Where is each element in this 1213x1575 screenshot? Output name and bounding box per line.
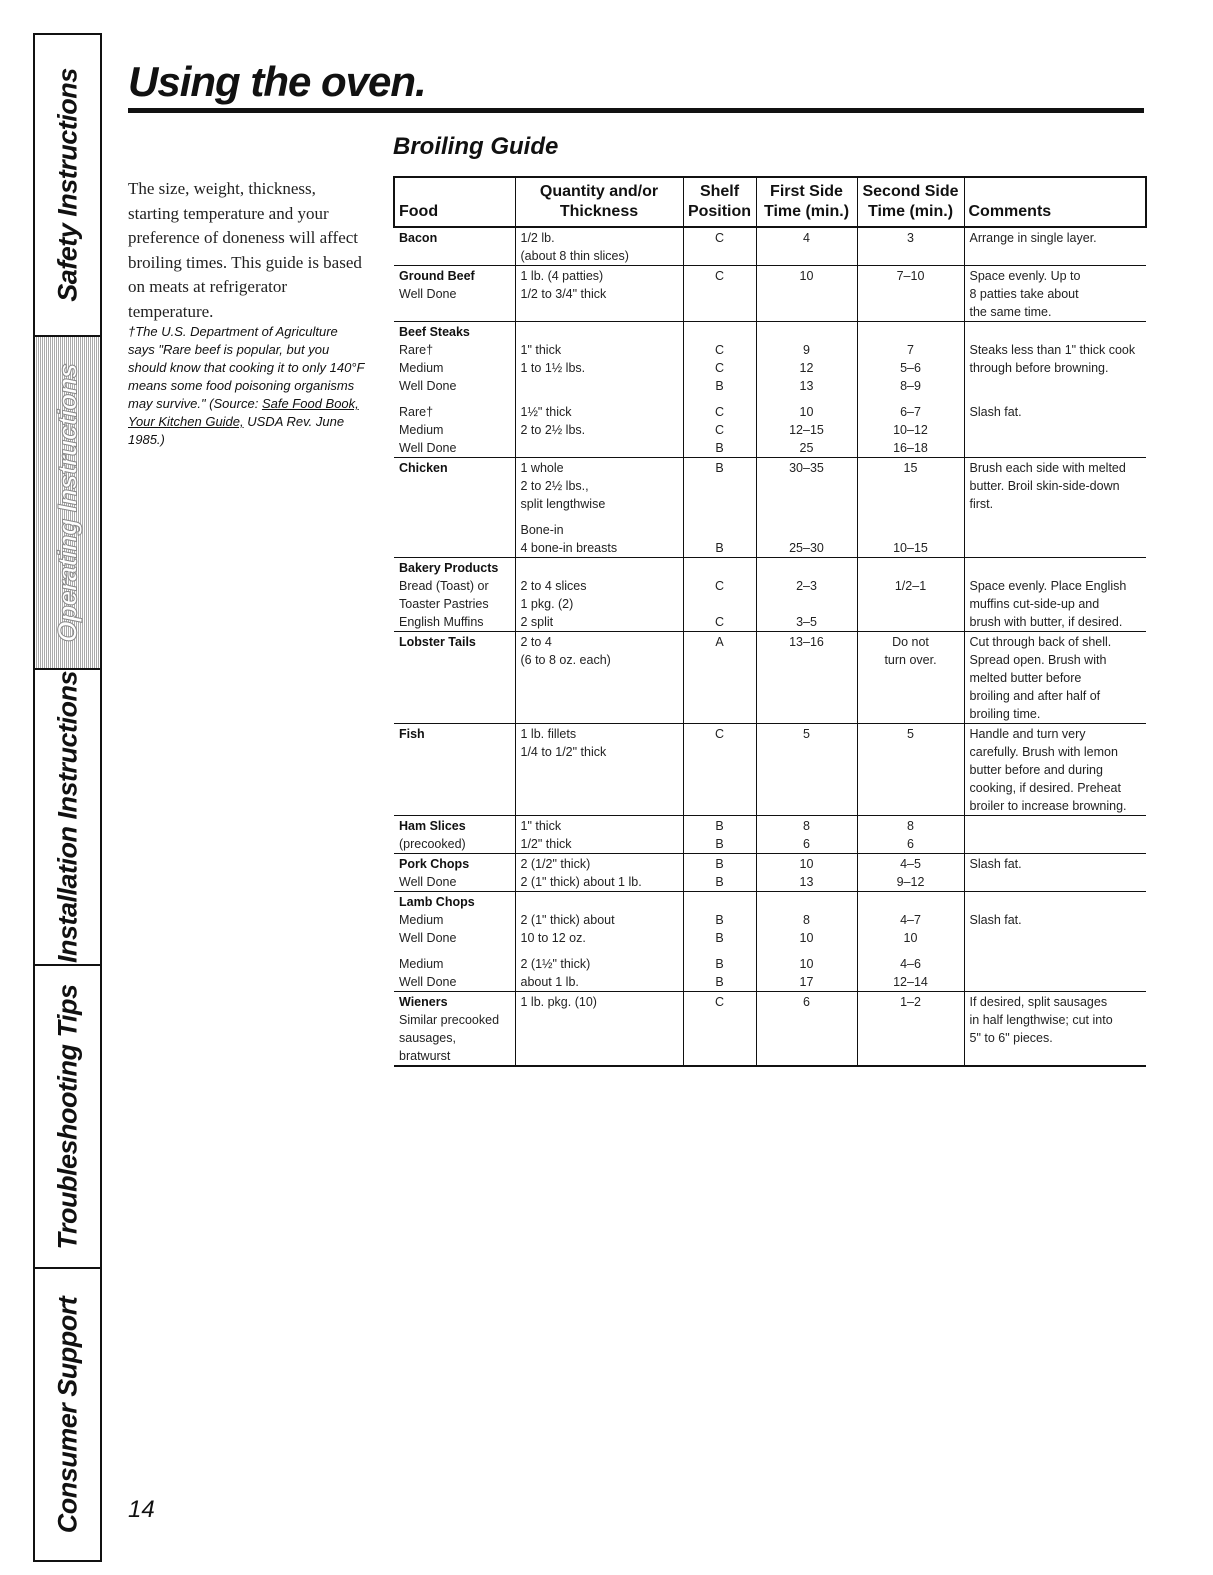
table-row: Fish 1 lb. fillets 1/4 to 1/2" thick C 5 5 Handle and turn very carefully. Brush with lemon butter before and during cooking, if desired. Preheat broiler to increase browning.	[394, 724, 1146, 816]
header-shelf: Shelf Position	[683, 177, 756, 227]
section-title: Broiling Guide	[393, 133, 559, 160]
tab-troubleshooting-tips[interactable]	[35, 966, 100, 1269]
header-food: Food	[394, 177, 515, 227]
header-first-side: First Side Time (min.)	[756, 177, 857, 227]
page-number: 14	[128, 1496, 155, 1523]
tab-label: Safety Instructions	[52, 68, 82, 302]
header-quantity: Quantity and/or Thickness	[515, 177, 683, 227]
food-name: Fish	[399, 727, 425, 741]
food-name: Wieners	[399, 995, 448, 1009]
food-name: Lamb Chops	[399, 895, 475, 909]
table-row: Chicken 1 whole 2 to 2½ lbs., split lengthwise Bone-in 4 bone-in breasts B B 30–35 25–30 15 10–15 Brush each side with melted butter. Broil skin-side-down first.	[394, 458, 1146, 558]
food-name: Ham Slices	[399, 819, 466, 833]
food-name: Pork Chops	[399, 857, 470, 871]
tab-label: Operating Instructions	[52, 363, 82, 642]
food-name: Lobster Tails	[399, 635, 476, 649]
table-row: Wieners Similar precooked sausages, bratwurst 1 lb. pkg. (10) C 6 1–2 If desired, split sausages in half lengthwise; cut into 5" to 6" pieces.	[394, 992, 1146, 1067]
title-divider	[128, 108, 1144, 113]
footnote-source: Safe Food Book, Your Kitchen Guide,	[128, 396, 359, 429]
tab-label: Installation Instructions	[52, 670, 82, 964]
tab-operating-instructions[interactable]	[35, 337, 100, 670]
table-row: Lamb Chops Medium Well Done Medium Well Done 2 (1" thick) about 10 to 12 oz. 2 (1½" thick) about 1 lb. B B B B 8 10 10 17 4–7 10 4–6 12–14 Slash fat.	[394, 892, 1146, 992]
food-name: Bakery Products	[399, 561, 499, 575]
food-name: Beef Steaks	[399, 325, 470, 339]
footnote-text: †The U.S. Department of Agriculture says "Rare beef is popular, but you should know that cooking it to only 140°F means some food poisoning organisms may survive." (Source:	[128, 324, 365, 411]
table-row: Beef Steaks Rare† Medium Well Done Rare† Medium Well Done 1" thick 1 to 1½ lbs. 1½" thick 2 to 2½ lbs. C C B C C B 9 12 13 10 12–15 25 7 5–6 8–9 6–7 10–12 16–18 Steaks less than 1" thick cook through before browning. Slash fat.	[394, 322, 1146, 458]
table-row: Pork Chops Well Done 2 (1/2" thick) 2 (1" thick) about 1 lb. B B 10 13 4–5 9–12 Slash fat.	[394, 854, 1146, 892]
tab-label: Troubleshooting Tips	[52, 984, 82, 1249]
sidebar-nav	[33, 33, 102, 1562]
tab-installation-instructions[interactable]	[35, 670, 100, 966]
table-row: Lobster Tails 2 to 4 (6 to 8 oz. each) A 13–16 Do not turn over. Cut through back of shell. Spread open. Brush with melted butter before broiling and after half of broiling time.	[394, 632, 1146, 724]
tab-consumer-support[interactable]	[35, 1269, 100, 1560]
food-name: Ground Beef	[399, 269, 475, 283]
tab-safety-instructions[interactable]	[35, 35, 100, 337]
table-header-row	[394, 177, 1146, 227]
page-title: Using the oven.	[128, 58, 426, 105]
table-row: Ham Slices (precooked) 1" thick 1/2" thick B B 8 6 8 6	[394, 816, 1146, 854]
header-second-side: Second Side Time (min.)	[857, 177, 964, 227]
table-row: Ground Beef Well Done 1 lb. (4 patties) 1/2 to 3/4" thick C 10 7–10 Space evenly. Up to 8 patties take about the same time.	[394, 266, 1146, 322]
table-row: Bakery Products Bread (Toast) or Toaster Pastries English Muffins 2 to 4 slices 1 pkg. (2) 2 split C C 2–3 3–5 1/2–1 Space evenly. Place English muffins cut-side-up and brush with butter, if desired.	[394, 558, 1146, 632]
header-comments: Comments	[964, 177, 1146, 227]
food-name: Chicken	[399, 461, 448, 475]
footnote-text-end: USDA Rev. June 1985.)	[128, 414, 345, 447]
broiling-guide-table	[393, 176, 1147, 1067]
table-row: Bacon 1/2 lb. (about 8 thin slices) C 4 3 Arrange in single layer.	[394, 227, 1146, 266]
usda-footnote	[128, 323, 368, 449]
food-name: Bacon	[399, 231, 438, 245]
tab-label: Consumer Support	[52, 1296, 82, 1533]
intro-paragraph: The size, weight, thickness, starting temperature and your preference of doneness will affect broiling times. This guide is based on meats at refrigerator temperature.	[128, 179, 362, 321]
